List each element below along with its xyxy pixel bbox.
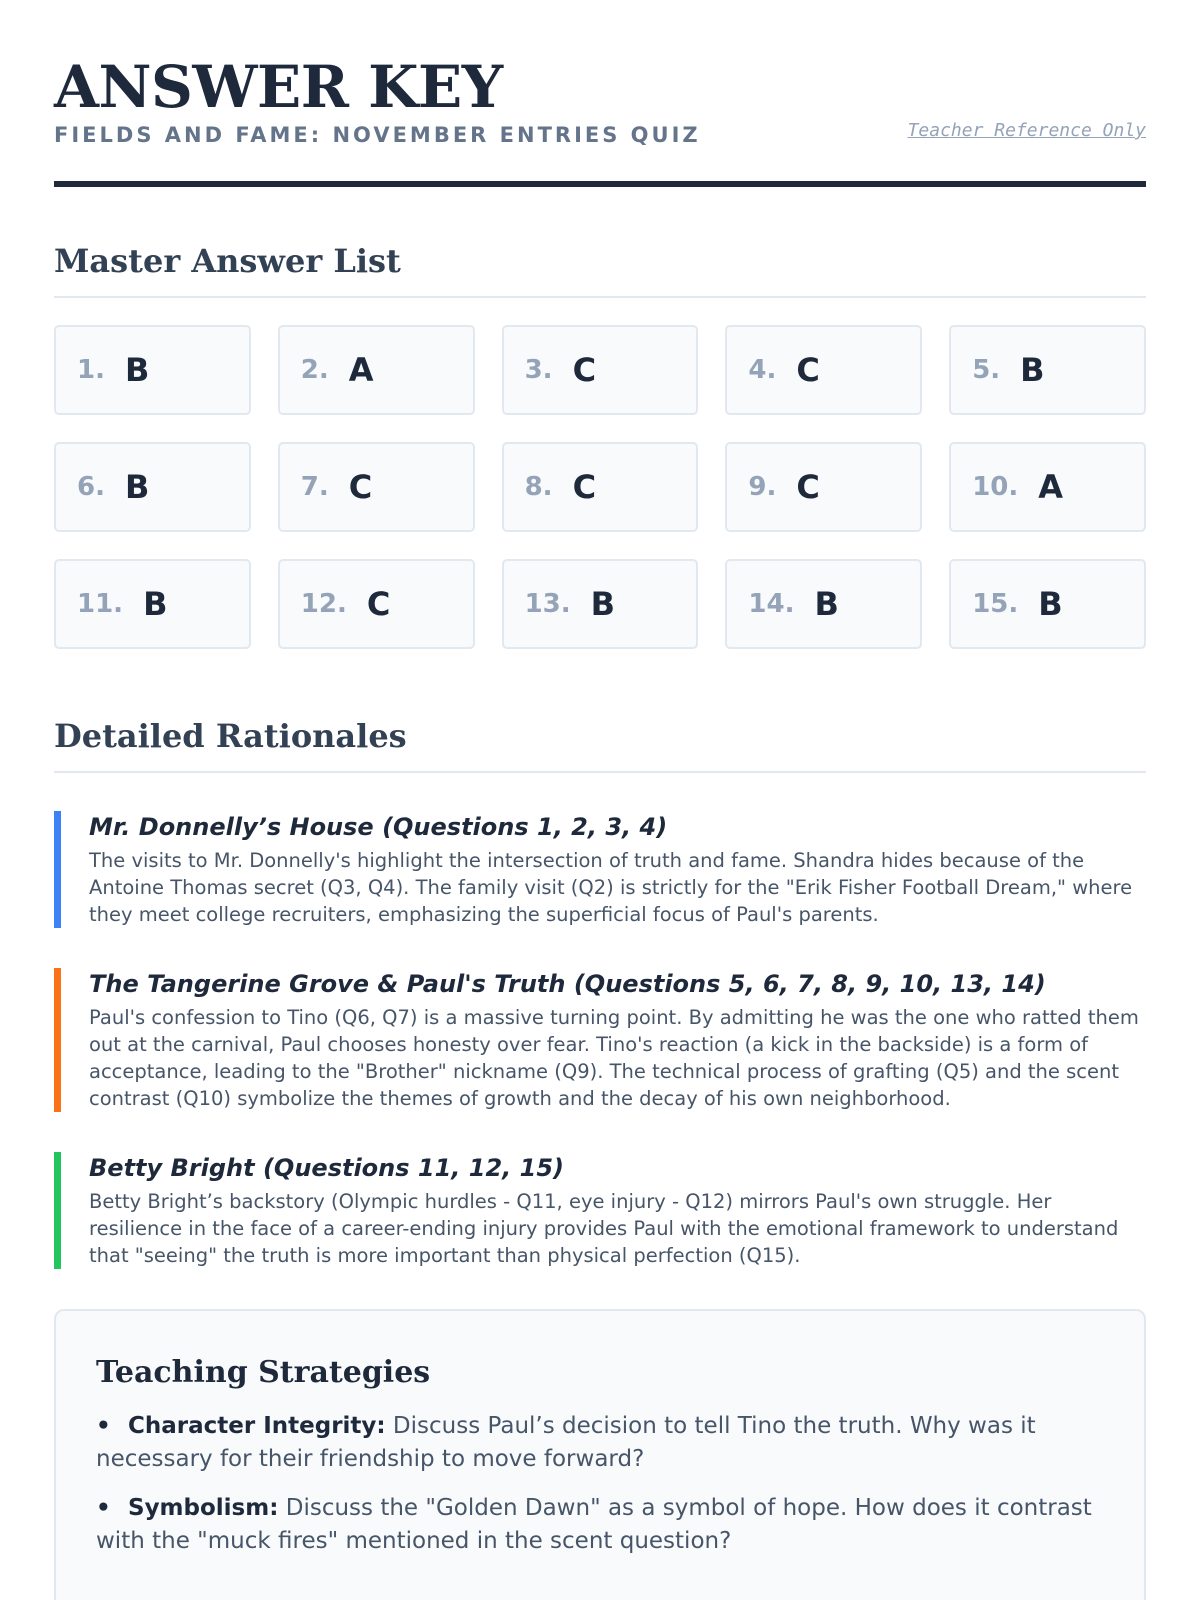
strategy-label: Symbolism: <box>128 1495 279 1521</box>
rationale-body: The visits to Mr. Donnelly's highlight the intersection of truth and fame. Shandra hides because of the Antoine Thomas secret (Q3, Q4). The family visit (Q2) is strictly for the "Erik Fisher Football Dream," where they meet college recruiters, emphasizing the superficial focus of Paul's parents. <box>89 849 1133 926</box>
master-answer-section <box>54 242 1146 649</box>
rationale-body: Paul's confession to Tino (Q6, Q7) is a massive turning point. By admitting he was the one who ratted them out at the carnival, Paul chooses honesty over fear. Tino's reaction (a kick in the backside) is a form of acceptance, leading to the "Brother" nickname (Q9). The technical process of grafting (Q5) and the scent contrast (Q10) symbolize the themes of growth and the decay of his own neighborhood. <box>89 1006 1139 1110</box>
answer-letter: B <box>814 585 839 623</box>
teaching-strategies-box <box>54 1309 1146 1600</box>
answer-card <box>949 325 1146 415</box>
answer-letter: B <box>124 468 150 506</box>
answer-number: 5. <box>972 355 1001 385</box>
answer-card <box>278 559 475 649</box>
rationale-list <box>54 811 1146 1269</box>
rationale-section <box>54 717 1146 1269</box>
answer-number: 8. <box>524 472 553 502</box>
answer-letter: B <box>124 351 150 389</box>
answer-number: 14. <box>748 589 795 619</box>
answer-card <box>54 325 251 415</box>
answer-card <box>502 559 699 649</box>
answer-number: 4. <box>748 355 777 385</box>
rationale-donnelly <box>54 811 1146 928</box>
answer-number: 7. <box>300 472 329 502</box>
page-title: ANSWER KEY <box>54 53 503 121</box>
answer-number: 6. <box>77 472 105 502</box>
rationale-body: Betty Bright’s backstory (Olympic hurdles - Q11, eye injury - Q12) mirrors Paul's own struggle. Her resilience in the face of a career-ending injury provides Paul with the emotional framework to understand that "seeing" the truth is more important than physical perfection (Q15). <box>89 1190 1119 1267</box>
answer-number: 11. <box>77 589 124 619</box>
answer-grid <box>54 325 1146 649</box>
rationale-heading: Mr. Donnelly’s House (Questions 1, 2, 3, 4) <box>89 813 668 841</box>
bullet-icon: • <box>96 1495 111 1521</box>
strategy-item <box>96 1492 1104 1558</box>
answer-card <box>54 442 251 532</box>
answer-letter: C <box>366 585 391 623</box>
answer-letter: C <box>796 468 820 506</box>
answer-card <box>278 325 475 415</box>
strategy-label: Character Integrity: <box>128 1413 386 1439</box>
header <box>54 0 1146 187</box>
answer-card <box>725 442 922 532</box>
answer-card <box>725 559 922 649</box>
master-answer-title: Master Answer List <box>54 242 1146 298</box>
answer-letter: B <box>143 585 168 623</box>
rationale-betty-bright <box>54 1152 1146 1269</box>
answer-letter: B <box>590 585 616 623</box>
answer-number: 2. <box>300 355 329 385</box>
answer-number: 15. <box>972 589 1019 619</box>
answer-number: 3. <box>524 355 553 385</box>
answer-letter: C <box>572 351 597 389</box>
answer-card <box>54 559 251 649</box>
answer-number: 1. <box>77 355 105 385</box>
answer-letter: C <box>348 468 373 506</box>
strategy-text: Discuss the "Golden Dawn" as a symbol of hope. How does it contrast with the "muck fires" mentioned in the scent question? <box>96 1495 1092 1554</box>
rationale-heading: The Tangerine Grove & Paul's Truth (Questions 5, 6, 7, 8, 9, 10, 13, 14) <box>89 970 1046 998</box>
rationale-tangerine-grove <box>54 968 1146 1112</box>
teacher-reference-note: Teacher Reference Only <box>907 120 1146 141</box>
rationale-heading: Betty Bright (Questions 11, 12, 15) <box>89 1154 565 1182</box>
answer-number: 13. <box>524 589 571 619</box>
strategy-text: Discuss Paul’s decision to tell Tino the truth. Why was it necessary for their friendship to move forward? <box>96 1413 1036 1472</box>
answer-number: 9. <box>748 472 777 502</box>
answer-letter: C <box>796 351 820 389</box>
answer-card <box>949 442 1146 532</box>
quiz-subtitle: FIELDS AND FAME: NOVEMBER ENTRIES QUIZ <box>54 123 701 147</box>
answer-letter: C <box>572 468 597 506</box>
rationale-title: Detailed Rationales <box>54 717 1146 773</box>
answer-number: 10. <box>972 472 1019 502</box>
strategy-list <box>96 1410 1104 1558</box>
answer-letter: A <box>348 351 374 389</box>
answer-card <box>278 442 475 532</box>
answer-letter: B <box>1020 351 1045 389</box>
teaching-strategies-title: Teaching Strategies <box>96 1355 431 1390</box>
answer-card <box>725 325 922 415</box>
bullet-icon: • <box>96 1413 111 1439</box>
strategy-item <box>96 1410 1104 1476</box>
answer-letter: B <box>1038 585 1063 623</box>
answer-number: 12. <box>300 589 347 619</box>
answer-card <box>502 442 699 532</box>
answer-card <box>502 325 699 415</box>
answer-card <box>949 559 1146 649</box>
answer-letter: A <box>1038 468 1064 506</box>
